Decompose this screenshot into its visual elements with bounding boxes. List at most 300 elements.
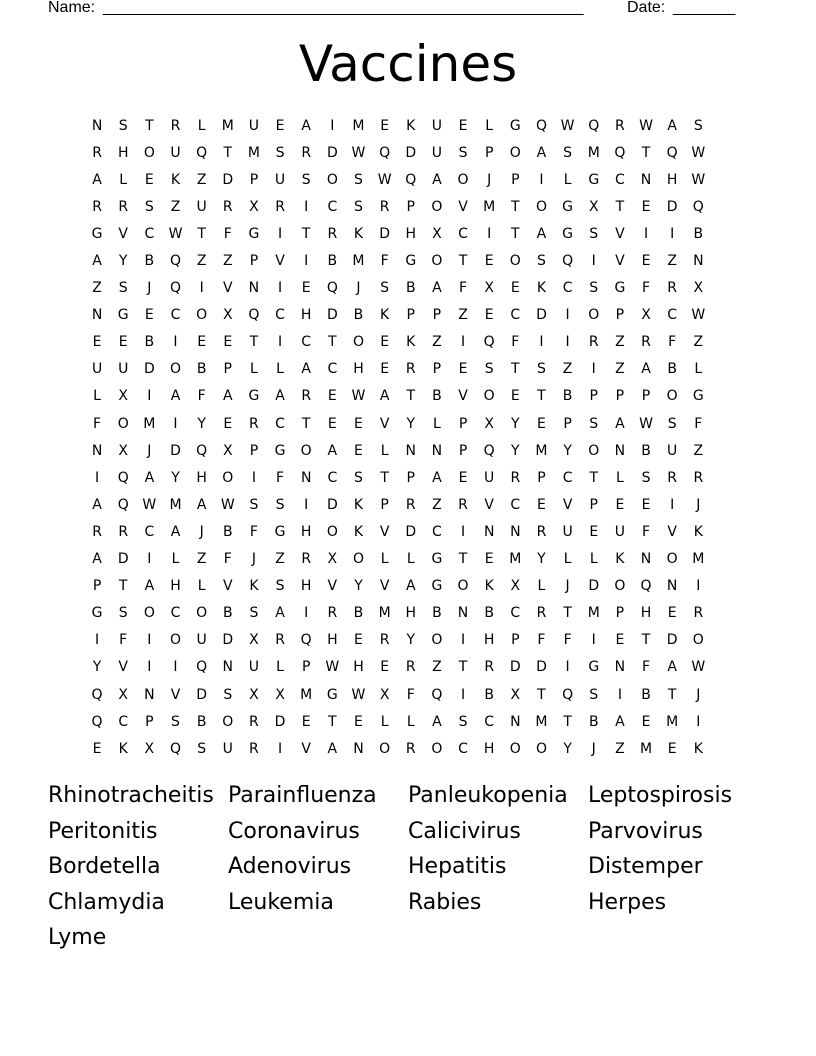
grid-letter: J [199,523,204,540]
grid-letter: V [327,578,338,595]
grid-row [84,193,734,220]
grid-letter: S [118,117,128,134]
grid-letter: G [248,388,260,405]
grid-letter: E [354,415,363,432]
grid-letter: L [380,442,389,459]
grid-letter: A [536,225,547,242]
grid-letter: E [484,307,494,324]
grid-letter: F [668,334,677,351]
grid-letter: T [301,415,311,432]
grid-letter: C [667,307,678,324]
grid-letter: W [639,415,653,432]
grid-letter: R [667,469,678,486]
grid-row [84,437,734,464]
grid-letter: A [432,280,442,297]
grid-letter: F [641,280,651,297]
grid-letter: I [304,198,309,215]
grid-letter: W [351,144,366,161]
grid-letter: R [92,523,102,540]
grid-letter: S [458,713,468,730]
grid-letter: H [196,469,207,486]
grid-letter: D [509,659,521,676]
grid-letter: O [300,442,312,459]
grid-letter: D [666,632,678,649]
name-label: Name: [48,0,96,16]
grid-letter: A [301,117,311,134]
header-line [48,0,748,20]
grid-letter: D [405,523,417,540]
word-bank-item: Rabies [408,889,482,915]
grid-letter: C [562,280,573,297]
grid-letter: T [589,469,599,486]
grid-letter: T [197,225,206,242]
grid-letter: R [615,117,625,134]
grid-letter: R [458,496,468,513]
grid-letter: J [147,280,152,297]
grid-letter: K [380,307,390,324]
grid-letter: X [588,198,599,215]
grid-letter: Z [458,307,468,324]
grid-letter: C [275,307,285,324]
grid-letter: I [304,605,309,622]
grid-letter: B [667,361,677,378]
grid-letter: V [118,659,128,676]
grid-letter: A [615,415,625,432]
grid-letter: E [327,415,337,432]
grid-letter: R [379,198,390,215]
grid-letter: K [353,496,364,513]
grid-letter: A [432,469,442,486]
grid-letter: R [327,225,338,242]
grid-letter: P [641,388,651,405]
grid-letter: C [510,605,521,622]
grid-letter: O [588,442,600,459]
grid-letter: F [380,253,389,270]
grid-letter: S [589,225,599,242]
grid-letter: O [431,253,443,270]
grid-letter: P [537,469,546,486]
grid-letter: W [691,144,706,161]
grid-letter: M [509,551,522,568]
grid-letter: K [353,523,364,540]
grid-letter: D [117,551,129,568]
grid-letter: B [562,388,573,405]
grid-letter: R [301,551,312,568]
word-bank-item: Chlamydia [48,889,165,915]
grid-letter: E [354,632,363,649]
grid-letter: S [275,496,285,513]
grid-letter: S [589,415,599,432]
grid-letter: M [587,144,600,161]
grid-letter: T [615,198,625,215]
grid-letter: G [431,578,443,595]
grid-letter: P [615,605,625,622]
grid-letter: Z [615,334,625,351]
grid-letter: L [537,578,546,595]
grid-letter: D [170,442,181,459]
grid-letter: A [170,523,181,540]
grid-letter: W [560,117,575,134]
grid-letter: C [170,605,181,622]
grid-letter: Z [693,442,704,459]
grid-letter: E [510,388,520,405]
grid-letter: C [275,415,285,432]
grid-letter: U [274,171,286,188]
grid-letter: M [143,415,156,432]
grid-row [84,464,734,491]
grid-letter: W [220,496,235,513]
grid-row [84,654,734,681]
grid-letter: R [249,713,259,730]
name-blank-line: ______________________________________________________ [103,0,584,16]
grid-letter: Q [588,117,600,134]
grid-letter: L [615,469,624,486]
grid-letter: N [144,686,155,703]
grid-letter: Z [562,361,573,378]
word-bank [48,778,788,956]
grid-row [84,356,734,383]
grid-letter: X [144,740,155,757]
grid-letter: W [142,496,157,513]
grid-letter: N [91,117,103,134]
grid-letter: L [432,415,441,432]
grid-letter: C [562,469,573,486]
grid-letter: B [693,225,704,242]
grid-letter: V [615,253,625,270]
grid-letter: T [667,686,677,703]
grid-letter: A [667,117,677,134]
grid-letter: N [640,551,652,568]
grid-letter: E [301,713,311,730]
grid-letter: C [327,198,338,215]
grid-letter: J [251,551,256,568]
grid-letter: U [222,740,233,757]
grid-letter: I [696,578,701,595]
grid-letter: L [589,551,598,568]
grid-letter: Z [615,361,625,378]
grid-letter: X [222,442,233,459]
grid-letter: P [458,442,468,459]
grid-letter: V [301,740,311,757]
grid-letter: J [696,686,701,703]
grid-letter: T [563,605,572,622]
grid-letter: C [458,225,468,242]
grid-letter: P [92,578,102,595]
grid-letter: P [589,496,598,513]
grid-letter: C [144,225,155,242]
grid-letter: N [91,307,103,324]
grid-letter: I [591,632,596,649]
grid-letter: I [251,469,256,486]
grid-letter: E [118,334,128,351]
grid-row [84,166,734,193]
word-bank-item: Calicivirus [408,818,521,844]
grid-row [84,410,734,437]
grid-letter: P [406,469,415,486]
grid-letter: E [92,740,102,757]
grid-letter: I [147,632,152,649]
grid-letter: S [641,469,651,486]
grid-letter: S [563,144,573,161]
grid-letter: B [484,605,494,622]
grid-letter: X [432,225,442,242]
grid-letter: I [617,686,622,703]
grid-letter: M [692,551,705,568]
grid-letter: B [353,307,364,324]
grid-letter: D [274,713,286,730]
grid-letter: X [275,686,285,703]
grid-letter: S [667,415,677,432]
grid-letter: I [277,280,283,297]
grid-letter: I [199,280,204,297]
grid-letter: N [614,659,626,676]
grid-letter: F [511,334,520,351]
grid-letter: U [196,198,207,215]
grid-letter: Z [92,280,102,297]
grid-letter: A [379,388,390,405]
grid-letter: C [118,713,129,730]
grid-letter: Q [562,253,574,270]
grid-row [84,247,734,274]
grid-letter: C [510,496,521,513]
grid-letter: V [118,225,128,242]
grid-letter: G [117,307,129,324]
grid-letter: Y [197,415,206,432]
grid-row [84,329,734,356]
grid-letter: F [406,686,415,703]
grid-letter: K [484,578,494,595]
word-bank-item: Adenovirus [228,854,352,880]
grid-letter: O [457,578,469,595]
grid-letter: R [301,144,312,161]
grid-letter: E [458,469,468,486]
grid-letter: I [565,659,570,676]
grid-letter: A [196,496,207,513]
grid-letter: H [640,605,652,622]
grid-letter: R [327,605,338,622]
word-bank-item: Parvovirus [588,818,703,844]
grid-letter: U [614,523,625,540]
grid-letter: Q [562,686,574,703]
grid-letter: O [666,388,678,405]
grid-letter: R [510,469,521,486]
grid-letter: T [511,361,520,378]
grid-letter: T [458,659,468,676]
grid-letter: R [92,144,102,161]
grid-letter: S [249,605,259,622]
grid-letter: C [144,523,155,540]
grid-letter: E [510,280,520,297]
word-bank-item: Hepatitis [408,854,507,880]
grid-letter: M [221,117,234,134]
grid-letter: O [588,307,600,324]
grid-letter: E [354,442,363,459]
grid-letter: Q [483,442,495,459]
grid-letter: Q [117,496,129,513]
grid-letter: W [351,686,366,703]
grid-letter: P [249,442,259,459]
grid-letter: G [509,117,521,134]
grid-letter: X [249,198,259,215]
grid-letter: Y [511,415,520,432]
grid-letter: Z [196,171,207,188]
grid-letter: T [537,686,546,703]
grid-letter: U [431,144,443,161]
grid-letter: O [117,415,129,432]
grid-letter: I [95,469,100,486]
grid-letter: Z [196,551,207,568]
grid-row [84,735,734,762]
grid-letter: T [511,198,520,215]
grid-letter: X [510,686,521,703]
grid-letter: I [565,334,570,351]
grid-letter: K [170,171,181,188]
grid-letter: G [562,225,574,242]
grid-letter: N [693,253,704,270]
grid-letter: I [173,659,178,676]
word-bank-item: Peritonitis [48,818,158,844]
grid-letter: O [509,740,521,757]
grid-letter: T [328,334,337,351]
grid-letter: K [536,280,547,297]
grid-letter: O [196,307,208,324]
grid-letter: V [222,280,233,297]
grid-letter: Z [170,198,181,215]
grid-letter: L [171,551,180,568]
grid-letter: P [432,307,442,324]
grid-letter: H [483,740,495,757]
grid-letter: D [196,686,208,703]
grid-letter: B [432,605,442,622]
grid-letter: Z [222,253,233,270]
grid-letter: S [118,605,128,622]
grid-letter: I [147,388,152,405]
grid-letter: T [301,225,311,242]
word-bank-item: Coronavirus [228,818,360,844]
grid-letter: S [144,198,154,215]
grid-letter: D [405,144,417,161]
grid-letter: T [563,713,572,730]
grid-letter: X [118,388,128,405]
grid-letter: B [641,686,651,703]
grid-letter: Y [92,659,102,676]
grid-letter: P [563,415,572,432]
grid-letter: X [249,632,259,649]
grid-letter: O [431,198,443,215]
grid-letter: G [91,605,103,622]
grid-letter: B [353,605,364,622]
grid-letter: X [510,578,521,595]
grid-letter: U [248,117,260,134]
grid-letter: N [248,280,260,297]
grid-letter: I [304,253,309,270]
grid-letter: L [276,361,284,378]
grid-letter: Y [406,415,416,432]
grid-letter: U [562,523,573,540]
grid-letter: P [511,632,520,649]
grid-letter: R [405,361,416,378]
grid-letter: N [222,659,234,676]
grid-letter: E [223,334,233,351]
grid-letter: G [588,171,600,188]
grid-letter: I [277,225,283,242]
grid-letter: E [275,117,285,134]
grid-letter: L [276,659,284,676]
grid-letter: P [145,713,154,730]
grid-letter: W [325,659,340,676]
grid-letter: S [380,280,390,297]
grid-letter: I [539,334,544,351]
grid-letter: M [378,605,391,622]
grid-letter: Q [614,144,626,161]
grid-letter: E [92,334,102,351]
grid-letter: X [327,551,338,568]
grid-letter: U [667,442,678,459]
grid-letter: I [670,225,675,242]
grid-letter: O [352,334,364,351]
grid-letter: F [223,551,232,568]
grid-letter: R [275,632,285,649]
grid-letter: Z [667,253,677,270]
grid-row [84,708,734,735]
grid-letter: R [405,659,416,676]
grid-letter: R [536,523,547,540]
grid-letter: T [328,713,337,730]
grid-letter: B [588,713,599,730]
grid-letter: S [354,198,363,215]
grid-letter: X [484,415,494,432]
grid-letter: X [641,307,651,324]
grid-letter: Q [117,469,129,486]
grid-letter: J [356,280,361,297]
grid-letter: U [170,144,181,161]
grid-letter: H [483,632,495,649]
grid-letter: O [143,605,155,622]
grid-letter: H [405,605,417,622]
grid-letter: F [119,632,128,649]
grid-letter: D [326,496,338,513]
grid-letter: E [144,171,154,188]
grid-letter: B [144,334,155,351]
grid-letter: X [484,280,494,297]
grid-letter: P [589,388,598,405]
grid-letter: Q [405,171,417,188]
grid-letter: R [222,198,233,215]
grid-letter: A [432,171,442,188]
grid-letter: E [641,198,651,215]
grid-letter: D [666,198,678,215]
grid-letter: P [380,496,389,513]
grid-letter: L [380,551,389,568]
grid-letter: I [696,713,701,730]
word-bank-item: Parainfluenza [228,783,377,808]
word-bank-item: Lyme [48,925,107,951]
grid-letter: T [641,632,651,649]
grid-letter: I [460,632,466,649]
grid-letter: V [170,686,181,703]
grid-letter: N [353,740,364,757]
grid-letter: N [300,469,312,486]
grid-letter: Q [326,280,338,297]
grid-letter: Y [537,551,546,568]
grid-row [84,627,734,654]
grid-letter: J [696,496,701,513]
grid-letter: H [170,578,181,595]
grid-letter: G [248,225,260,242]
grid-letter: X [118,442,128,459]
grid-letter: Z [432,659,442,676]
grid-letter: E [144,307,154,324]
